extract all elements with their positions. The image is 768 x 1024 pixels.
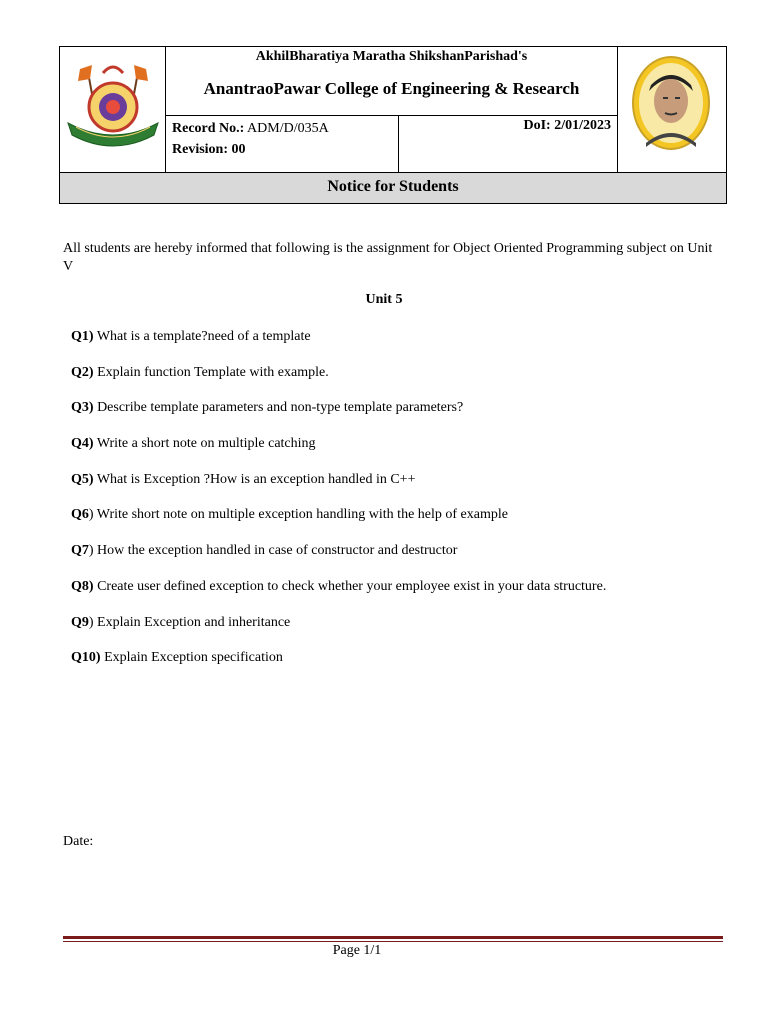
revision-label: Revision: <box>172 142 228 157</box>
question-item <box>71 506 751 542</box>
question-number: Q3) <box>71 400 94 416</box>
notice-title: Notice for Students <box>60 172 726 203</box>
title-area <box>166 47 617 116</box>
question-number: Q6 <box>71 507 89 523</box>
question-number: Q10) <box>71 650 101 666</box>
question-number: Q9 <box>71 614 89 630</box>
logo-cell <box>60 47 166 172</box>
question-item <box>71 649 751 685</box>
intro-paragraph: All students are hereby informed that following is the assignment for Object Oriented Programming subject on Unit V <box>63 241 713 274</box>
college-emblem-icon <box>60 47 166 172</box>
question-item <box>71 614 751 650</box>
question-text: What is a template?need of a template <box>96 329 311 344</box>
revision-line <box>172 139 398 160</box>
question-text: Create user defined exception to check whether your employee exist in your data structure. <box>97 578 607 594</box>
record-line <box>172 118 398 139</box>
question-number: Q5) <box>71 471 94 487</box>
question-number: Q8) <box>71 578 94 594</box>
question-text: ) How the exception handled in case of constructor and destructor <box>88 543 458 559</box>
portrait-cell <box>617 47 726 172</box>
question-item <box>71 399 751 435</box>
question-text: What is Exception ?How is an exception handled in C++ <box>96 471 416 487</box>
question-text: Explain function Template with example. <box>97 364 329 380</box>
record-value: ADM/D/035A <box>247 121 329 136</box>
question-text: Explain Exception specification <box>104 650 283 666</box>
question-item <box>71 435 751 471</box>
question-item <box>71 471 751 507</box>
revision-value: 00 <box>231 142 246 157</box>
question-item <box>71 328 751 364</box>
question-number: Q2) <box>71 364 94 380</box>
question-text: ) Write short note on multiple exception handling with the help of example <box>88 507 508 523</box>
date-label: Date: <box>63 834 94 849</box>
founder-portrait-icon <box>618 47 725 172</box>
record-label: Record No.: <box>172 121 245 136</box>
question-item <box>71 542 751 578</box>
question-item <box>71 364 751 400</box>
doi-label: DoI: <box>523 118 551 133</box>
doi-cell <box>399 116 617 172</box>
doi-value: 2/01/2023 <box>554 118 611 133</box>
footer-rule <box>63 936 723 939</box>
question-number: Q4) <box>71 436 94 452</box>
question-text: ) Explain Exception and inheritance <box>88 614 291 630</box>
unit-heading: Unit 5 <box>365 292 403 307</box>
question-number: Q7 <box>71 543 89 559</box>
header-table <box>59 46 727 204</box>
footer-rule-thin <box>63 941 723 942</box>
question-text: Describe template parameters and non-type template parameters? <box>97 400 464 416</box>
question-item <box>71 578 751 614</box>
question-number: Q1) <box>71 329 94 344</box>
question-list <box>71 328 751 685</box>
record-cell <box>166 116 399 172</box>
society-name: AkhilBharatiya Maratha ShikshanParishad's <box>255 49 528 64</box>
page-number: Page 1/1 <box>332 943 382 958</box>
question-text: Write a short note on multiple catching <box>96 436 316 452</box>
college-name: AnantraoPawar College of Engineering & Research <box>203 79 580 98</box>
